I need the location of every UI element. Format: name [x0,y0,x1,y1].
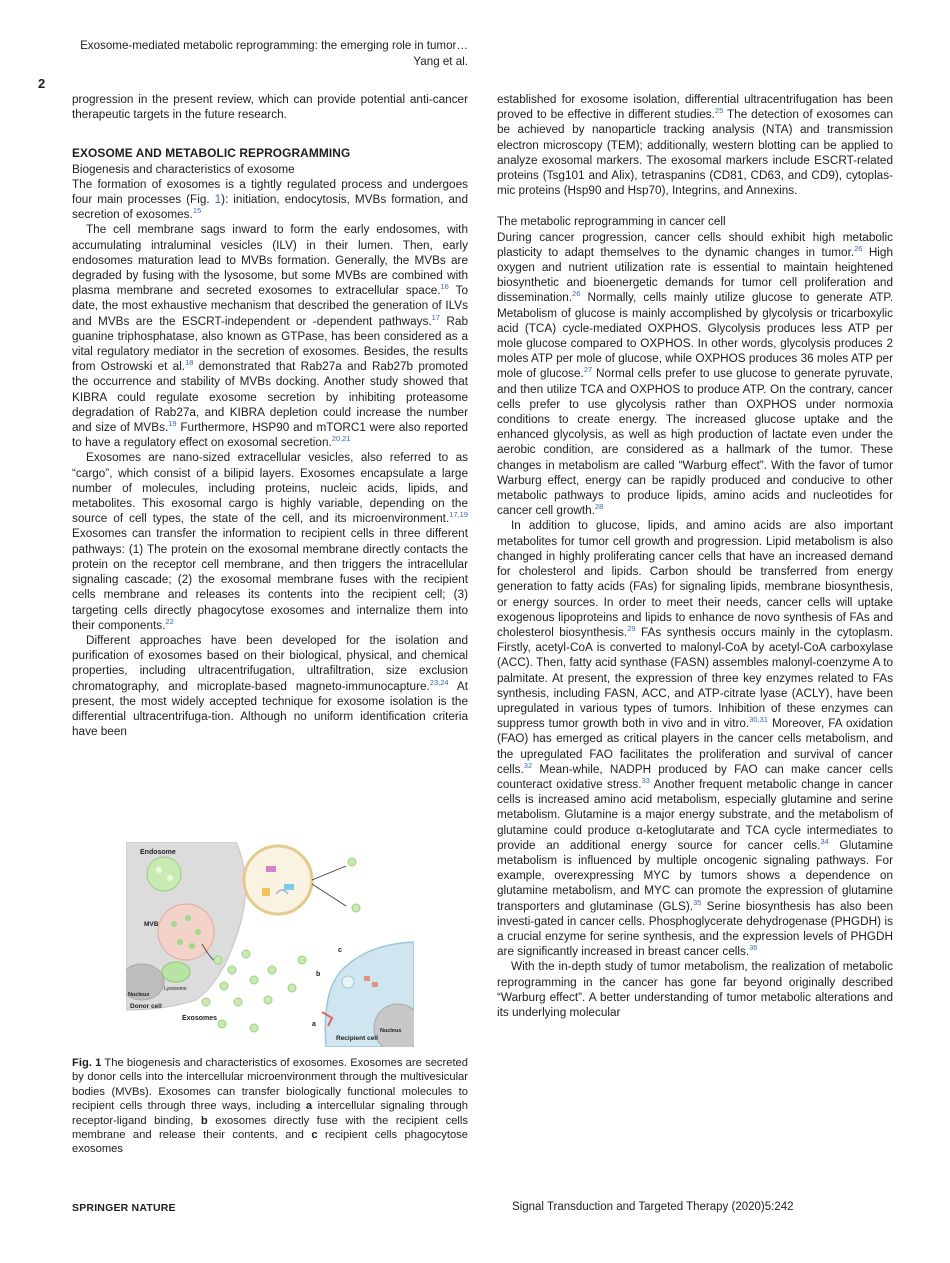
running-authors: Yang et al. [413,54,468,68]
citation-link[interactable]: 17 [431,312,440,322]
citation-link[interactable]: 30,31 [749,715,768,725]
citation-link[interactable]: 20,21 [331,434,351,444]
label-nucleus-donor: Nucleus [128,992,150,998]
lysosome [162,962,190,982]
right-column [497,92,893,1020]
intro-tail-paragraph: progression in the present review, which can provide potential anti-cancer therapeutic targets in the future research. [72,93,468,122]
citation-link[interactable]: 22 [165,616,174,626]
exosome-zoom [244,846,312,914]
subsection-heading-biogenesis: Biogenesis and characteristics of exosome [72,162,295,176]
citation-link[interactable]: 19 [168,419,177,429]
label-lysosome: Lysosome [164,986,187,992]
citation-link[interactable]: 36 [749,943,758,953]
figure-link[interactable]: 1 [214,193,222,207]
paragraph: The cell membrane sags inward to form the early endosomes, with accumulating intraluminal vesicles (ILV) in their lumen. Then, early endosomes maturation lead to MVBs formation. Generally, the MVBs are degraded by fusing with the lysosome, but some MVBs are combined with plasma membrane and secreted exosomes to extracellular space.$^{16}$ To date, the most exhaustive mechanism that described the generation of ILVs and MVBs are the ESCRT-independent or -dependent pathways.$^{17}$ Rab guanine triphosphatase, also known as GTPase, has been considered as a vital regulatory mediator in the secretion of exosomes. Besides, the results from Ostrowski et al.$^{18}$ demonstrated that Rab27a and Rab27b promoted the occurrence and stability of MVBs docking. Another study showed that KIBRA could regulate exosome secretion by inhibiting proteasome degradation of Rab27a, and KIBRA depletion could increase the number and size of MVBs.$^{19}$ Furthermore, HSP90 and mTORC1 were also reported to have a regulatory effect on exosomal secretion.$^{20,21}$ [72,223,468,450]
citation-link[interactable]: 17,19 [449,510,468,520]
label-exosomes: Exosomes [182,1015,218,1022]
citation-link[interactable]: 35 [693,897,702,907]
paragraph: Exosomes are nano-sized extracellular vesicles, also referred to as “cargo”, which consist of a bilipid layers. Exosomes encapsulate a large number of molecules, including proteins, nucleic acids, lipids, and metabolites. This exosomal cargo is highly variable, depending on the source of cell types, the state of the cell, and its microenvironment.$^{17,19}$ Exosomes can transfer the information to recipient cells in three different pathways: (1) The protein on the exosomal membrane directly contacts the protein on the receptor cell membrane, and then triggers the intracellular signaling cascade; (2) the exosomal membrane fuses with the recipient cells membrane and releases its contents into the recipient cell; (3) targeting cells directly phagocytose exosomes and internalize them into their components.$^{22}$ [72,451,468,632]
label-endosome: Endosome [140,849,176,856]
paragraph: The formation of exosomes is a tightly regulated process and undergoes four main processes (Fig. 1): initiation, endocytosis, MVBs formation, and secretion of exosomes.$^{15}$ [72,177,469,222]
mvb [158,904,214,960]
citation-link[interactable]: 26 [572,289,581,299]
subsection-heading-metabolic: The metabolic reprogramming in cancer cell [497,215,726,229]
released-exosomes [202,950,306,1032]
label-a: a [312,1021,316,1028]
exosome-diagram [126,842,414,1047]
paragraph: In addition to glucose, lipids, and amino acids are also important metabolites for tumor cell growth and progression. Lipid metabolism is also changed in highly proliferating cancer cells that have an increased demand for cholesterol and lipids. Carbon should be transferred from energy generation to fatty acids (FAs) for signaling lipids, membrane biosynthesis, or energy sources. In order to meet their needs, cancer cells will uptake exogenous lipoproteins and lipids to enhance de novo synthesis of FAs and cholesterol biosynthesis.$^{29}$ FAs synthesis occurs mainly in the cytoplasm. Firstly, acetyl-CoA is converted to malonyl-CoA by acetyl-CoA carboxylase (ACC). Then, fatty acid synthase (FASN) assembles malonyl-coenzyme A to palmitate. At present, the expression of three key enzymes related to FAs synthesis, including FASN, ACC, and ATP-citrate lyase (ACLY), have been upregulated in various types of tumors. Inhibition of these enzymes can suppress tumor growth both in vivo and in vitro.$^{30,31}$ Moreover, FA oxidation (FAO) has emerged as critical players in the cancer cells metabolism, and the upregulated FAO facilitates the proliferation and survival of cancer cells.$^{32}$ Mean-while, NADPH produced by FAO can make cancer cells counteract oxidative stress.$^{33}$ Another frequent metabolic change in cancer cells is increased amino acid metabolism, especially glutamine and serine metabolism. Glutamine is a major energy substrate, and the metabolism of glutamine could produce α-ketoglutarate and TCA cycle intermediates to provide an additional energy source for cancer cells.$^{34}$ Glutamine metabolism is influenced by multiple oncogenic signaling pathways. For example, overexpressing MYC by tumors shows a dependence on glutamine metabolism, and MYC can promote the expression of glutamine transporters and glutaminase (GLS).$^{35}$ Serine biosynthesis has also been investi-gated in cancer cells. Phosphoglycerate dehydrogenase (PHGDH) is a crucial enzyme for serine synthesis, and the expression levels of PHGDH are significantly increased in breast cancer cells.$^{36}$ [497,519,893,959]
paragraph: established for exosome isolation, differential ultracentrifugation has been proved to be effective in different studies.$^{25}$ The detection of exosomes can be achieved by nanoparticle tracking analysis (NTA) and transmission electron microscopy (TEM); additionally, western blotting can be applied to analyze exosomal markers. The exosomal markers include ESCRT-related proteins (Tsg101 and Alix), tetraspanins (CD81, CD63, and CD9), cytoplas-mic proteins (Hsp90 and Hsp70), Integrins, and Annexins. [497,93,894,198]
citation-link[interactable]: 15 [192,206,202,216]
label-donor-cell: Donor cell [130,1003,162,1010]
citation-link[interactable]: 28 [594,502,604,512]
caption-label: Fig. 1 [72,1057,102,1069]
paragraph: Different approaches have been developed for the isolation and purification of exosomes based on their biological, physical, and chemical properties, including ultracentrifugation, ultrafiltration, size exclusion chromatography, and microplate-based magneto-immunocapture.$^{23,24}$ At present, the most widely accepted technique for exosome isolation is the differential ultracentrifuga-tion. Although no uniform identification criteria have been [72,633,468,739]
running-head [80,38,468,69]
paragraph: With the in-depth study of tumor metabolism, the realization of metabolic reprogramming in the cancer has gone far beyond originally described “Warburg effect”. A better understanding of tumor metabolic alterations and its underlying molecular [497,960,893,1019]
citation-link[interactable]: 26 [854,243,863,253]
paragraph: During cancer progression, cancer cells should exhibit high metabolic plasticity to adapt themselves to the dynamic changes in tumor.$^{26}$ High oxygen and nutrient utilization rate is essential to maintain heightened biosynthetic and bioenergetic demands for tumor cell proliferation and dissemination.$^{26}$ Normally, cells mainly utilize glucose to generate ATP. Metabolism of glucose is mainly accomplished by glycolysis or tricarboxylic acid (TCA) cycle-mediated OXPHOS. Glycolysis produces less ATP per mole glucose compared to OXPHOS. In other words, glycolysis produces 2 moles ATP per mole of glucose, while OXPHOS produces 36 moles ATP per mole of glucose.$^{27}$ Normal cells prefer to use glucose to generate pyruvate, and then utilize TCA and OXPHOS to produce ATP. On the contrary, cancer cells prefer to use glycolysis rather than OXPHOS under normoxia conditions to create energy. The increased glucose uptake and the enhanced glycolysis, as well as high production of lactate even under the aerobic condition, are considered as a hallmark of the tumor. These changes in metabolism are called “Warburg effect”. With the favor of tumor Warburg effect, energy can be rapidly produced and conducive to other metabolic pathways to produce lipids, amino acids and nucleotides for cancer cell growth.$^{28}$ [497,230,893,518]
citation-link[interactable]: 29 [627,623,636,633]
publisher-logo: SPRINGER NATURE [72,1202,176,1214]
left-column [72,92,468,739]
page-number: 2 [38,76,46,91]
citation-link[interactable]: 33 [641,775,650,785]
running-title: Exosome-mediated metabolic reprogramming: the emerging role in tumor… [80,39,468,52]
section-heading: EXOSOME AND METABOLIC REPROGRAMMING [72,146,351,161]
figure-1 [126,842,414,1047]
label-recipient-cell: Recipient cell [336,1035,378,1042]
endosome [147,857,181,891]
citation-link[interactable]: 34 [820,836,829,846]
figure-caption: Fig. 1 The biogenesis and characteristics of exosomes. Exosomes are secreted by donor cells into the intercellular microenvironment through the multivesicular bodies (MVBs). Exosomes can transfer biologically functional molecules to recipient cells through three ways, including a intercellular signaling through receptor-ligand binding, b exosomes directly fuse with the recipient cells membrane and release their contents, and c recipient cells phagocytose exosomes [72,1057,469,1156]
journal-citation: Signal Transduction and Targeted Therapy (2020)5:242 [512,1201,794,1213]
citation-link[interactable]: 27 [583,365,593,375]
label-c: c [338,947,342,954]
label-nucleus-recipient: Nucleus [380,1028,402,1034]
citation-link[interactable]: 25 [714,106,724,116]
citation-link[interactable]: 23,24 [429,677,449,687]
citation-link[interactable]: 18 [185,358,194,368]
label-b: b [316,971,321,978]
citation-link[interactable]: 32 [523,760,533,770]
citation-link[interactable]: 16 [440,282,449,292]
label-mvb: MVB [144,921,159,928]
